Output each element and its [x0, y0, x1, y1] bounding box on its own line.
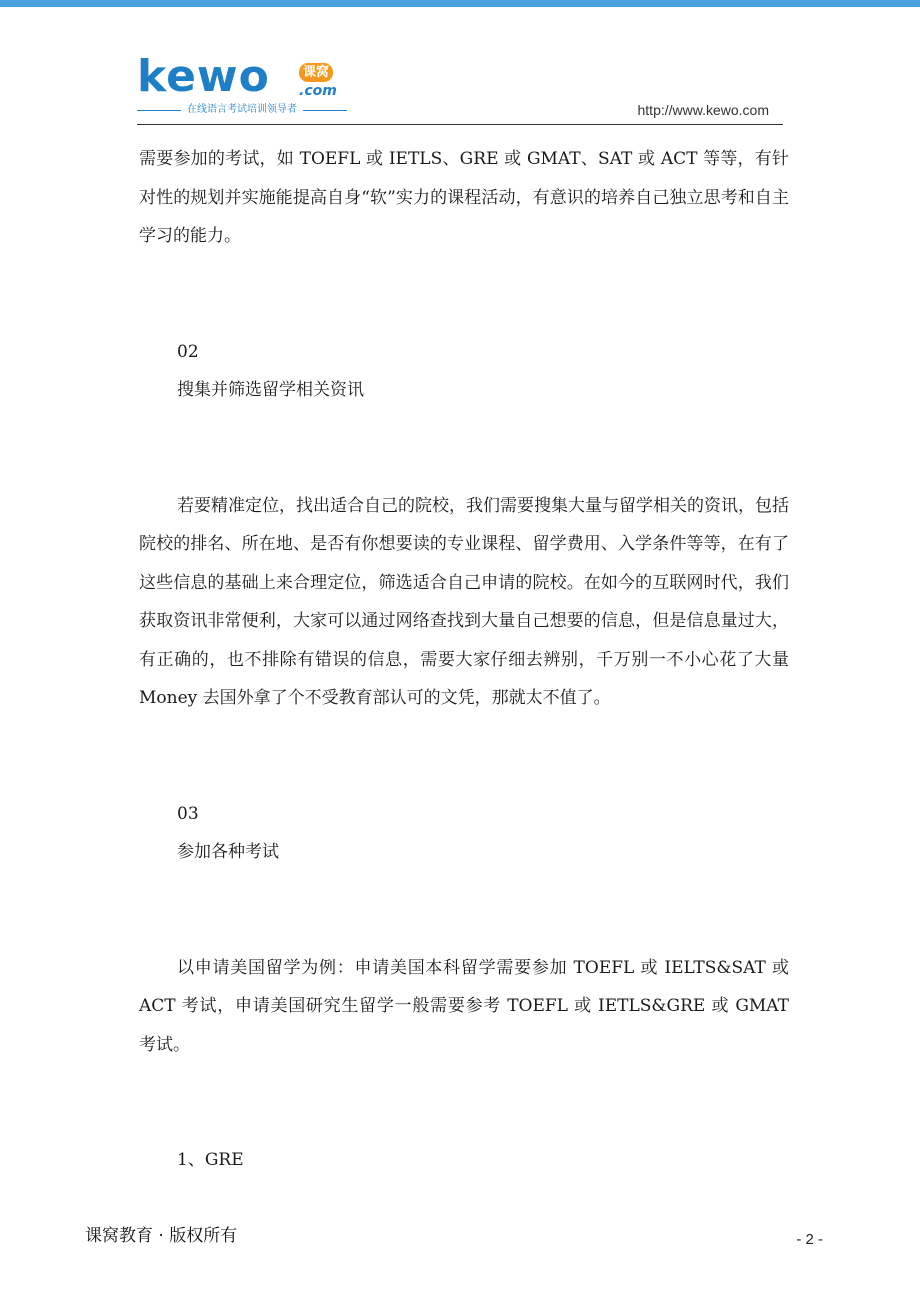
spacer — [139, 872, 789, 949]
footer-copyright: 课窝教育 · 版权所有 — [85, 1226, 238, 1246]
logo-wordmark: kewo — [137, 51, 270, 102]
paragraph-collect-info: 若要精准定位，找出适合自己的院校，我们需要搜集大量与留学相关的资讯，包括院校的排名、所在地、是否有你想要读的专业课程、留学费用、入学条件等等，在有了这些信息的基础上来合理定位，筛选适合自己申请的院校。在如今的互联网时代，我们获取资讯非常便利，大家可以通过网络查找到大量自己想要的信息，但是信息量过大，有正确的，也不排除有错误的信息，需要大家仔细去辨别，千万别一不小心花了大量 Money 去国外拿了个不受教育部认可的文凭，那就太不值了。 — [139, 495, 789, 708]
spacer — [139, 1064, 789, 1141]
logo-badge: 课窝 — [299, 63, 333, 82]
paragraph-intro: 需要参加的考试，如 TOEFL 或 IETLS、GRE 或 GMAT、SAT 或 ACT 等等，有针对性的规划并实施能提高自身“软”实力的课程活动，有意识的培养自己独立思考和自主学习的能力。 — [139, 149, 789, 246]
kewo-logo — [137, 51, 357, 120]
header-divider — [137, 124, 783, 125]
spacer — [139, 410, 789, 487]
slogan-left-rule — [137, 110, 181, 111]
document-body — [139, 140, 789, 1180]
page-number: - 2 - — [796, 1231, 823, 1248]
spacer — [139, 718, 789, 795]
slogan-right-rule — [303, 110, 347, 111]
section-number-03: 03 — [177, 803, 199, 824]
logo-domain-suffix: .com — [299, 83, 337, 99]
header-url[interactable]: http://www.kewo.com — [637, 102, 769, 118]
slogan-text: 在线语言考试培训领导者 — [187, 104, 297, 115]
spacer — [139, 256, 789, 333]
paragraph-exams: 以申请美国留学为例：申请美国本科留学需要参加 TOEFL 或 IELTS&SAT 或 ACT 考试，申请美国研究生留学一般需要参考 TOEFL 或 IETLS&GRE 或 GMAT 考试。 — [139, 957, 789, 1055]
section-number-02: 02 — [177, 341, 199, 362]
list-item-gre: 1、GRE — [177, 1150, 244, 1170]
section-title-collect-info: 搜集并筛选留学相关资讯 — [177, 380, 364, 400]
section-title-exams: 参加各种考试 — [177, 842, 279, 862]
top-accent-bar — [0, 0, 920, 7]
logo-slogan — [137, 104, 347, 116]
